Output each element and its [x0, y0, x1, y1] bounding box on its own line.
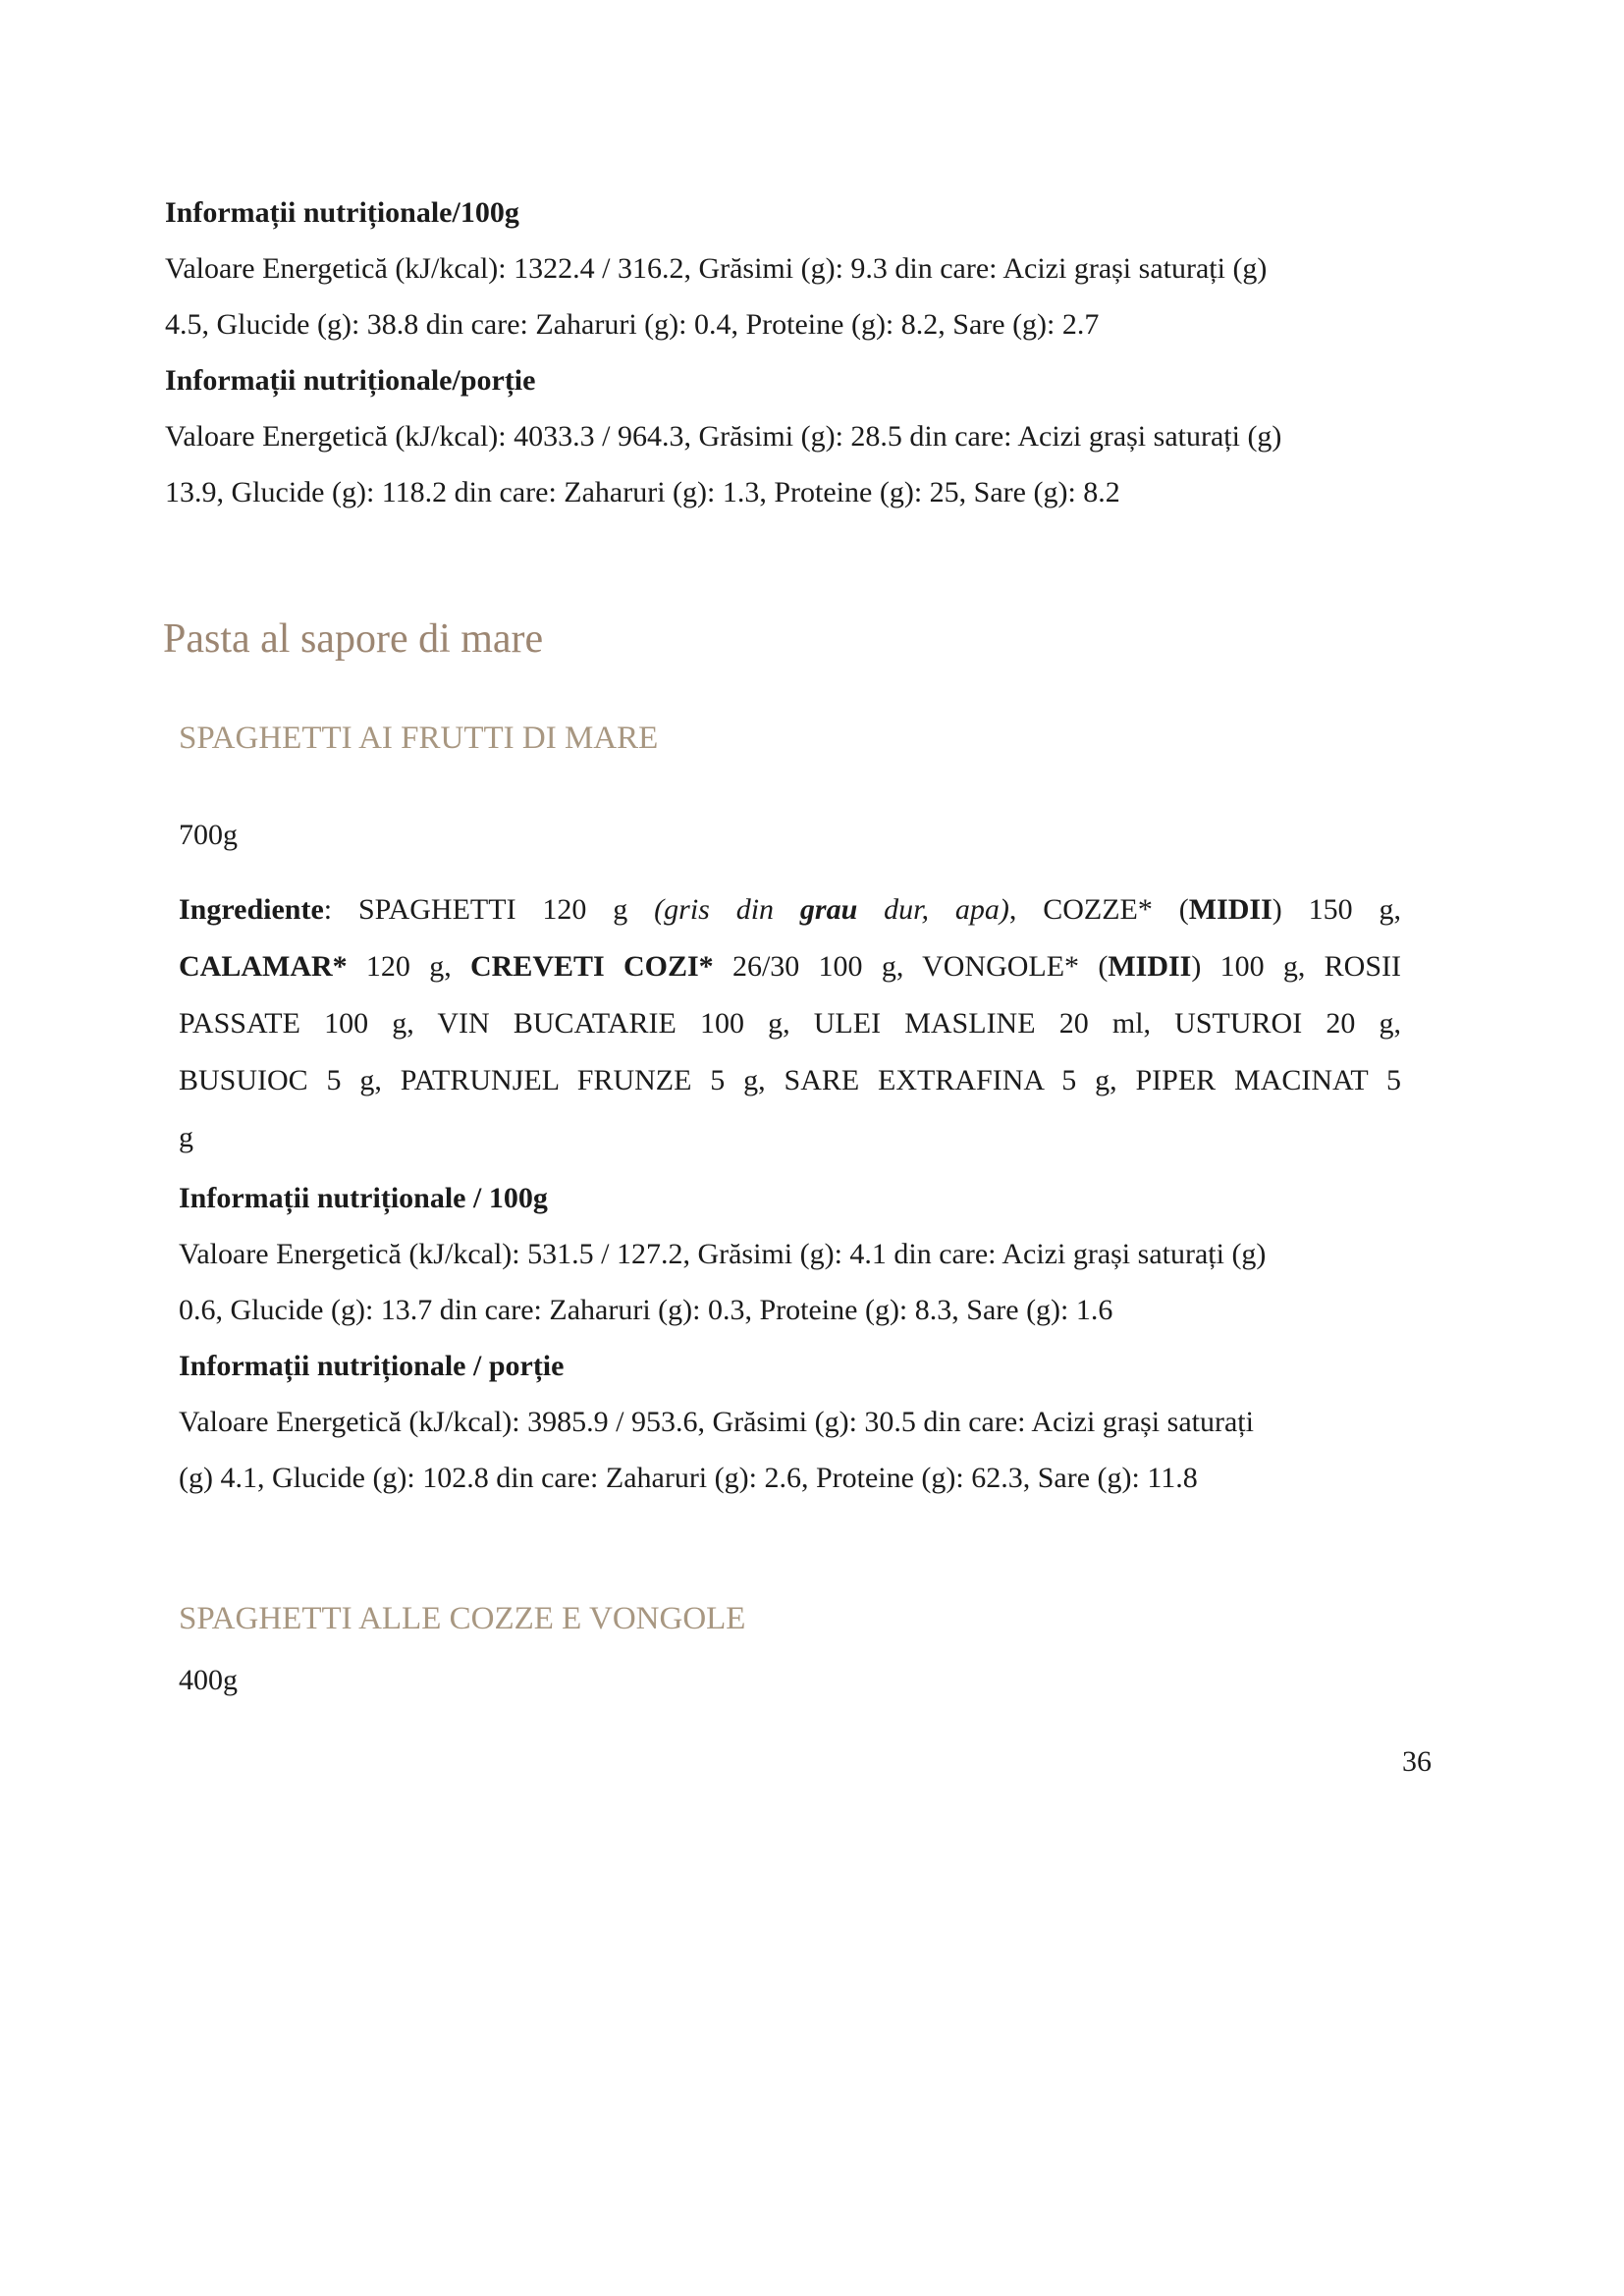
ingredients-line: BUSUIOC 5 g, PATRUNJEL FRUNZE 5 g, SARE EXTRAFINA 5 g, PIPER MACINAT 5 — [179, 1064, 1401, 1096]
recipe1-ingredients — [179, 881, 1401, 1166]
recipe2-weight: 400g — [179, 1664, 238, 1696]
ingredients-line: CALAMAR* 120 g, CREVETI COZI* 26/30 100 g, VONGOLE* (MIDII) 100 g, ROSII — [179, 950, 1402, 983]
recipe1-nutrition-100g-heading: Informații nutriționale / 100g — [179, 1182, 548, 1214]
ingredients-line: g — [179, 1121, 193, 1153]
recipe1-nutrition-portie-heading: Informații nutriționale / porție — [179, 1350, 565, 1382]
recipe1-nutrition-100g-line: Valoare Energetică (kJ/kcal): 531.5 / 127.2, Grăsimi (g): 4.1 din care: Acizi grași saturați (g) — [179, 1238, 1267, 1270]
nutrition-portie-line: 13.9, Glucide (g): 118.2 din care: Zaharuri (g): 1.3, Proteine (g): 25, Sare (g): 8.2 — [165, 476, 1120, 508]
ingredients-line: Ingrediente: SPAGHETTI 120 g (gris din grau dur, apa), COZZE* (MIDII) 150 g, — [179, 893, 1401, 926]
page-number: 36 — [1402, 1745, 1432, 1778]
top-nutrition-block — [165, 185, 1390, 520]
nutrition-portie-line: Valoare Energetică (kJ/kcal): 4033.3 / 964.3, Grăsimi (g): 28.5 din care: Acizi grași saturați (g) — [165, 420, 1282, 453]
section-title: Pasta al sapore di mare — [163, 616, 544, 662]
recipe1-nutrition-portie-line: (g) 4.1, Glucide (g): 102.8 din care: Zaharuri (g): 2.6, Proteine (g): 62.3, Sare (g): 11.8 — [179, 1462, 1198, 1494]
recipe2-title: SPAGHETTI ALLE COZZE E VONGOLE — [179, 1601, 746, 1636]
nutrition-100g-heading: Informații nutriționale/100g — [165, 196, 519, 229]
recipe1-nutrition-100g-line: 0.6, Glucide (g): 13.7 din care: Zaharuri (g): 0.3, Proteine (g): 8.3, Sare (g): 1.6 — [179, 1294, 1113, 1326]
nutrition-100g-line: Valoare Energetică (kJ/kcal): 1322.4 / 316.2, Grăsimi (g): 9.3 din care: Acizi grași saturați (g) — [165, 252, 1268, 285]
recipe1-nutrition-block — [179, 1170, 1401, 1506]
recipe1-title: SPAGHETTI AI FRUTTI DI MARE — [179, 721, 659, 756]
ingredients-line: PASSATE 100 g, VIN BUCATARIE 100 g, ULEI MASLINE 20 ml, USTUROI 20 g, — [179, 1007, 1401, 1040]
nutrition-100g-line: 4.5, Glucide (g): 38.8 din care: Zaharuri (g): 0.4, Proteine (g): 8.2, Sare (g): 2.7 — [165, 308, 1100, 341]
nutrition-portie-heading: Informații nutriționale/porție — [165, 364, 536, 397]
recipe1-weight: 700g — [179, 819, 238, 851]
recipe1-nutrition-portie-line: Valoare Energetică (kJ/kcal): 3985.9 / 953.6, Grăsimi (g): 30.5 din care: Acizi grași saturați — [179, 1406, 1254, 1438]
